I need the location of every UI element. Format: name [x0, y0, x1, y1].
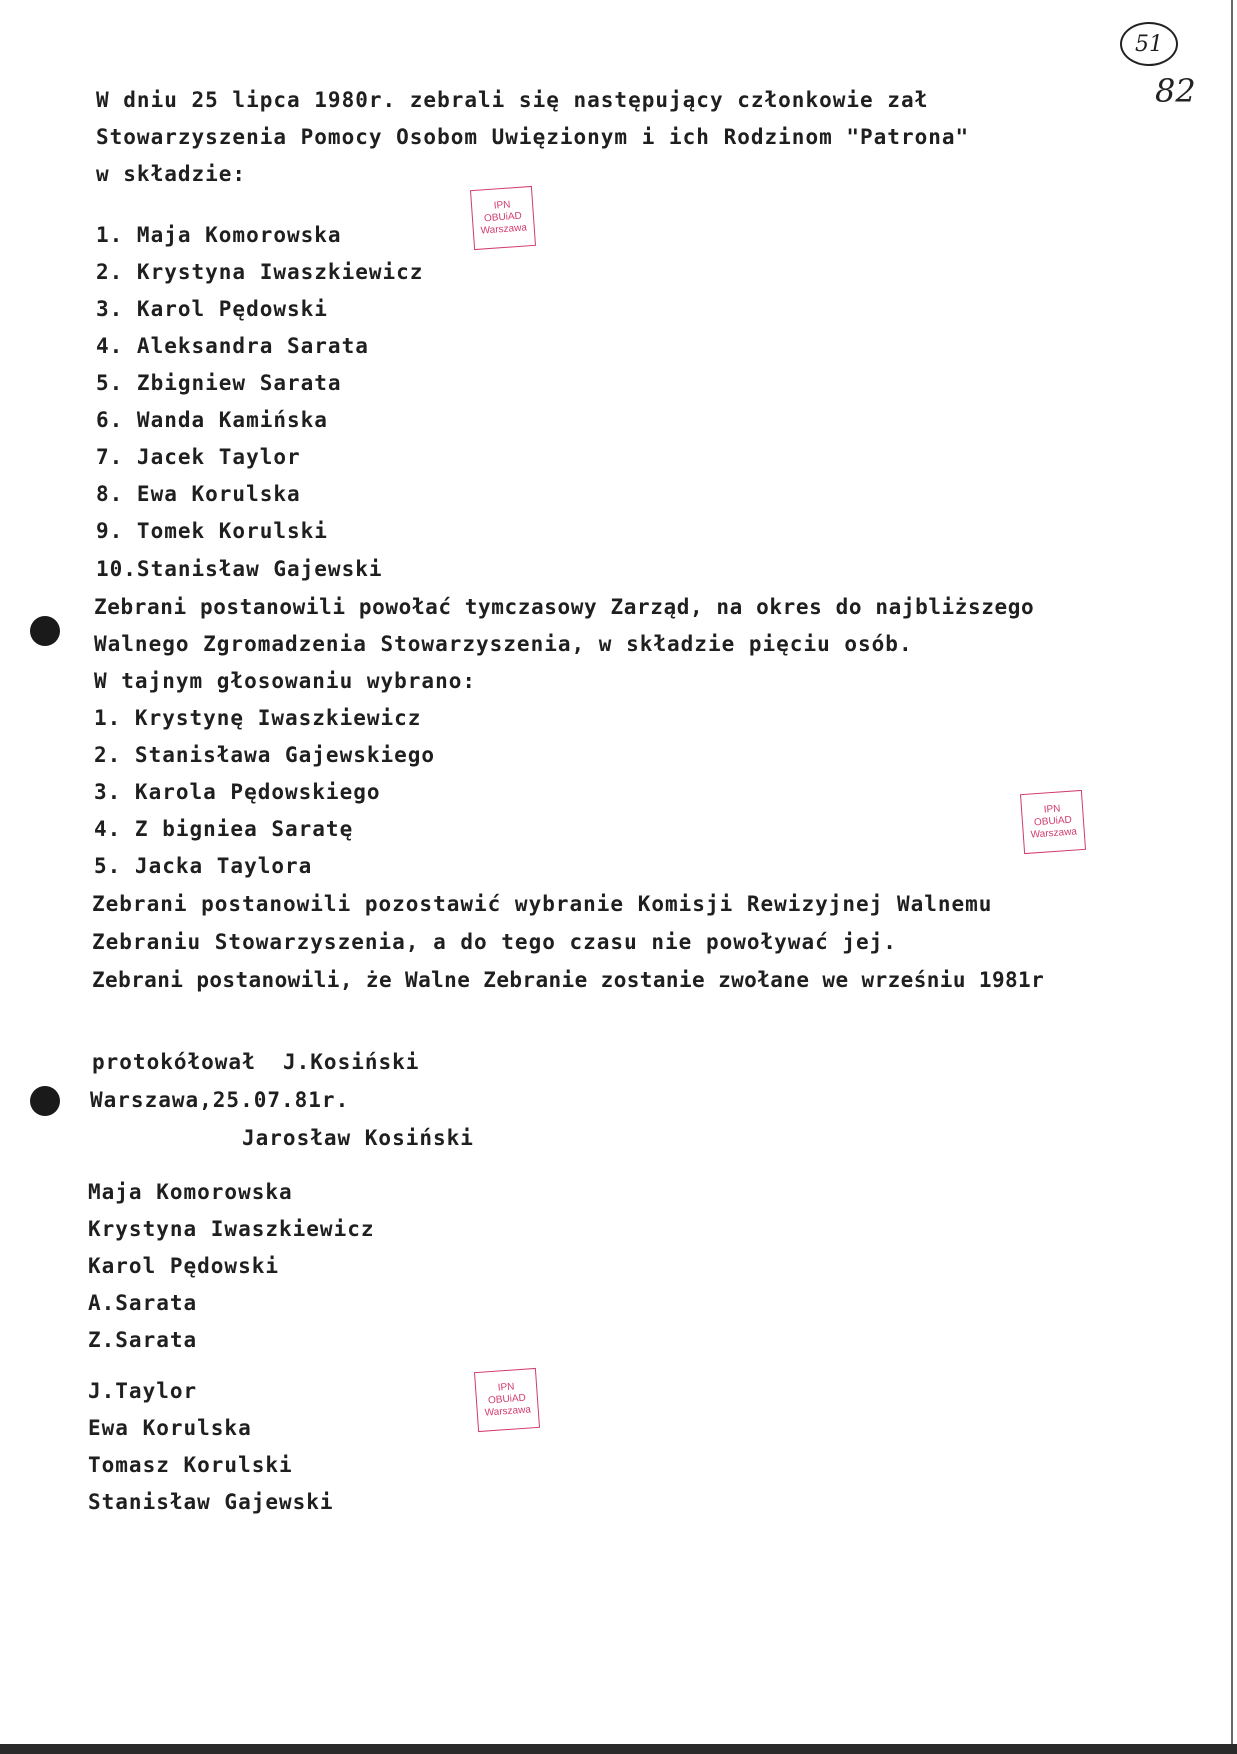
intro-line: w składzie:: [96, 162, 247, 186]
signature-name: Tomasz Korulski: [88, 1453, 293, 1477]
signature-name: Z.Sarata: [88, 1328, 198, 1352]
minutes-name: Jarosław Kosiński: [242, 1126, 474, 1150]
elected-item: 1. Krystynę Iwaszkiewicz: [94, 706, 422, 730]
minutes-recorder: protokółował J.Kosiński: [92, 1050, 420, 1074]
stamp-line: Warszawa: [480, 222, 528, 237]
archive-stamp: [474, 1368, 540, 1432]
stamp-line: IPN: [1043, 803, 1061, 816]
resolution-line: Zebrani postanowili pozostawić wybranie Komisji Rewizyjnej Walnemu: [92, 892, 993, 916]
punch-hole: [30, 1086, 60, 1116]
stamp-line: Warszawa: [484, 1404, 532, 1419]
member-item: 5. Zbigniew Sarata: [96, 371, 342, 395]
member-item: 7. Jacek Taylor: [96, 445, 301, 469]
signature-name: Krystyna Iwaszkiewicz: [88, 1217, 375, 1241]
member-item: 10.Stanisław Gajewski: [96, 557, 383, 581]
member-item: 4. Aleksandra Sarata: [96, 334, 369, 358]
folio-circle: 51: [1120, 22, 1178, 66]
member-item: 8. Ewa Korulska: [96, 482, 301, 506]
member-item: 9. Tomek Korulski: [96, 519, 328, 543]
signature-name: J.Taylor: [88, 1379, 198, 1403]
stamp-line: IPN: [493, 199, 511, 212]
member-item: 1. Maja Komorowska: [96, 223, 342, 247]
page-edge-right: [1231, 0, 1233, 1754]
member-item: 2. Krystyna Iwaszkiewicz: [96, 260, 424, 284]
archive-stamp: [1020, 790, 1086, 854]
punch-hole: [30, 616, 60, 646]
signature-name: Ewa Korulska: [88, 1416, 252, 1440]
elected-item: 4. Z bigniea Saratę: [94, 817, 354, 841]
stamp-line: Warszawa: [1030, 826, 1078, 841]
signature-name: A.Sarata: [88, 1291, 198, 1315]
decision-line: Zebrani postanowili powołać tymczasowy Zarząd, na okres do najbliższego: [94, 595, 1035, 619]
member-item: 3. Karol Pędowski: [96, 297, 328, 321]
stamp-line: OBUiAD: [483, 210, 523, 225]
elected-item: 5. Jacka Taylora: [94, 854, 313, 878]
elected-item: 2. Stanisława Gajewskiego: [94, 743, 436, 767]
resolution-line: Zebrani postanowili, że Walne Zebranie zostanie zwołane we wrześniu 1981r: [92, 968, 1045, 992]
member-item: 6. Wanda Kamińska: [96, 408, 328, 432]
signature-name: Karol Pędowski: [88, 1254, 280, 1278]
decision-line: Walnego Zgromadzenia Stowarzyszenia, w składzie pięciu osób.: [94, 632, 913, 656]
intro-line: Stowarzyszenia Pomocy Osobom Uwięzionym i ich Rodzinom "Patrona": [96, 125, 970, 149]
archive-stamp: [470, 186, 536, 250]
folio-number: 82: [1155, 72, 1196, 110]
stamp-line: OBUiAD: [1033, 814, 1073, 829]
resolution-line: Zebraniu Stowarzyszenia, a do tego czasu nie powoływać jej.: [92, 930, 897, 954]
stamp-line: OBUiAD: [487, 1392, 527, 1407]
stamp-line: IPN: [497, 1381, 515, 1394]
decision-line: W tajnym głosowaniu wybrano:: [94, 669, 477, 693]
signature-name: Stanisław Gajewski: [88, 1490, 334, 1514]
elected-item: 3. Karola Pędowskiego: [94, 780, 381, 804]
page-edge-bottom: [0, 1744, 1237, 1754]
minutes-place-date: Warszawa,25.07.81r.: [90, 1088, 350, 1112]
signature-name: Maja Komorowska: [88, 1180, 293, 1204]
intro-line: W dniu 25 lipca 1980r. zebrali się następujący członkowie zał: [96, 88, 929, 112]
